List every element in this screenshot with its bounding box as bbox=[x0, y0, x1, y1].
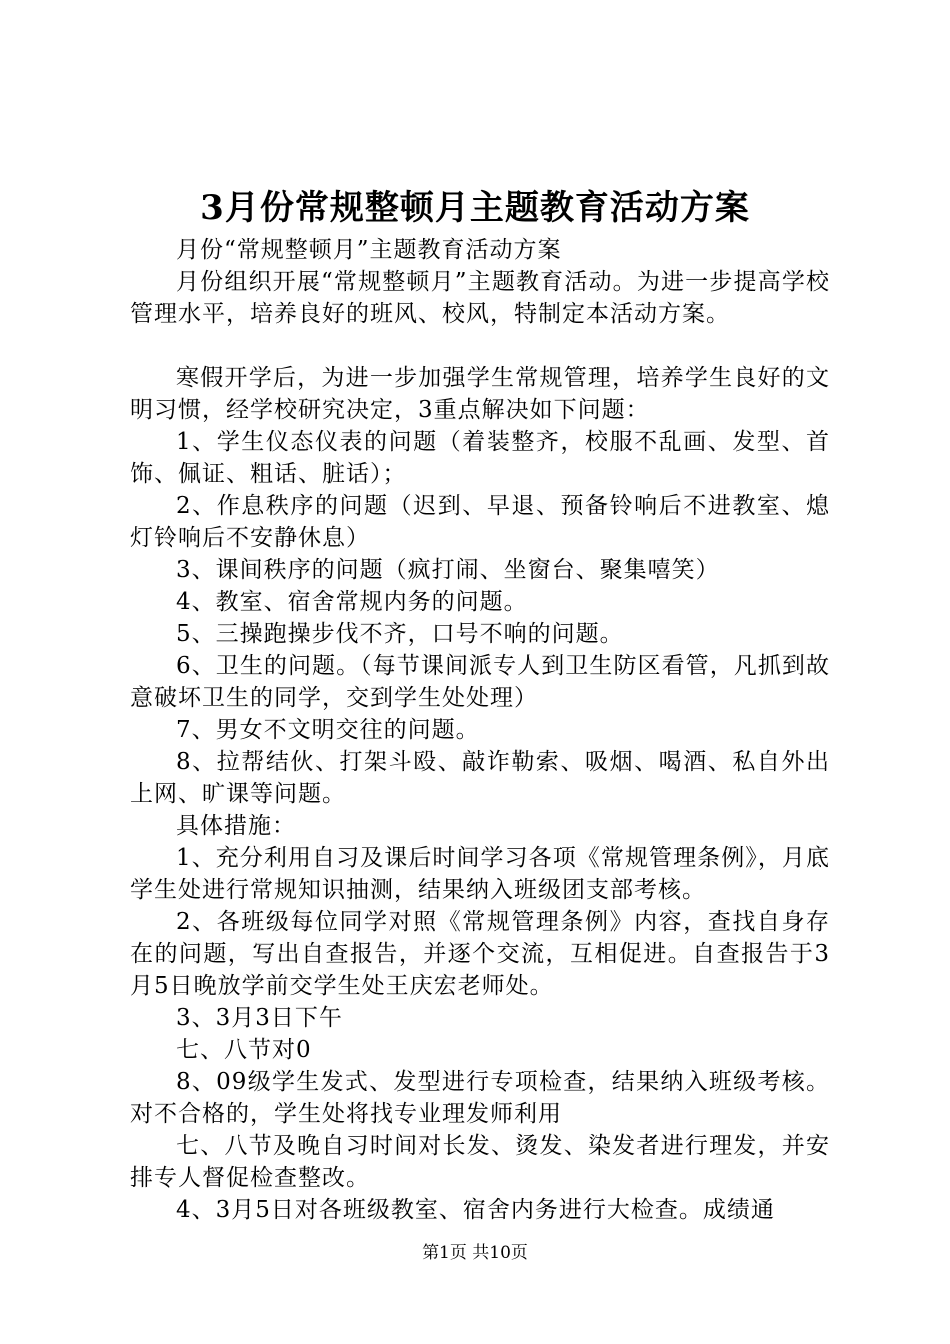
paragraph-item-2: 2、作息秩序的问题（迟到、早退、预备铃响后不进教室、熄灯铃响后不安静休息） bbox=[130, 493, 830, 551]
paragraph-background: 寒假开学后，为进一步加强学生常规管理，培养学生良好的文明习惯，经学校研究决定，3重点解决如下问题： bbox=[130, 365, 830, 423]
paragraph-subtitle: 月份“常规整顿月”主题教育活动方案 bbox=[176, 237, 562, 263]
paragraph-item-7: 7、男女不文明交往的问题。 bbox=[176, 717, 480, 743]
paragraph-intro: 月份组织开展“常规整顿月”主题教育活动。为进一步提高学校管理水平，培养良好的班风、校风，特制定本活动方案。 bbox=[130, 269, 830, 327]
paragraph-item-3: 3、课间秩序的问题（疯打闹、坐窗台、聚集嘻笑） bbox=[176, 557, 720, 583]
paragraph-item-6: 6、卫生的问题。（每节课间派专人到卫生防区看管，凡抓到故意破坏卫生的同学，交到学生处处理） bbox=[130, 653, 830, 711]
document-title: 3月份常规整顿月主题教育活动方案 bbox=[200, 188, 750, 228]
paragraph-measure-8-cont: 七、八节及晚自习时间对长发、烫发、染发者进行理发，并安排专人督促检查整改。 bbox=[130, 1133, 830, 1191]
paragraph-item-4: 4、教室、宿舍常规内务的问题。 bbox=[176, 589, 528, 615]
paragraph-measure-2: 2、各班级每位同学对照《常规管理条例》内容，查找自身存在的问题，写出自查报告，并逐个交流，互相促进。自查报告于3月5日晚放学前交学生处王庆宏老师处。 bbox=[130, 909, 830, 999]
paragraph-measure-1: 1、充分利用自习及课后时间学习各项《常规管理条例》，月底学生处进行常规知识抽测，结果纳入班级团支部考核。 bbox=[130, 845, 830, 903]
paragraph-measure-4: 4、3月5日对各班级教室、宿舍内务进行大检查。成绩通 bbox=[176, 1197, 775, 1223]
paragraph-measure-3-cont: 七、八节对0 bbox=[176, 1037, 312, 1063]
page-number: 第1页 共10页 bbox=[422, 1243, 528, 1263]
paragraph-measure-8: 8、09级学生发式、发型进行专项检查，结果纳入班级考核。对不合格的，学生处将找专业理发师利用 bbox=[130, 1069, 830, 1127]
paragraph-item-8: 8、拉帮结伙、打架斗殴、敲诈勒索、吸烟、喝酒、私自外出上网、旷课等问题。 bbox=[130, 749, 830, 807]
paragraph-item-1: 1、学生仪态仪表的问题（着装整齐，校服不乱画、发型、首饰、佩证、粗话、脏话）； bbox=[130, 429, 830, 487]
document-body bbox=[130, 234, 830, 1226]
paragraph-item-5: 5、三操跑操步伐不齐，口号不响的问题。 bbox=[176, 621, 624, 647]
paragraph-measure-3: 3、3月3日下午 bbox=[176, 1005, 343, 1031]
paragraph-measures-heading: 具体措施： bbox=[176, 813, 296, 839]
paragraph-spacer bbox=[130, 330, 830, 362]
